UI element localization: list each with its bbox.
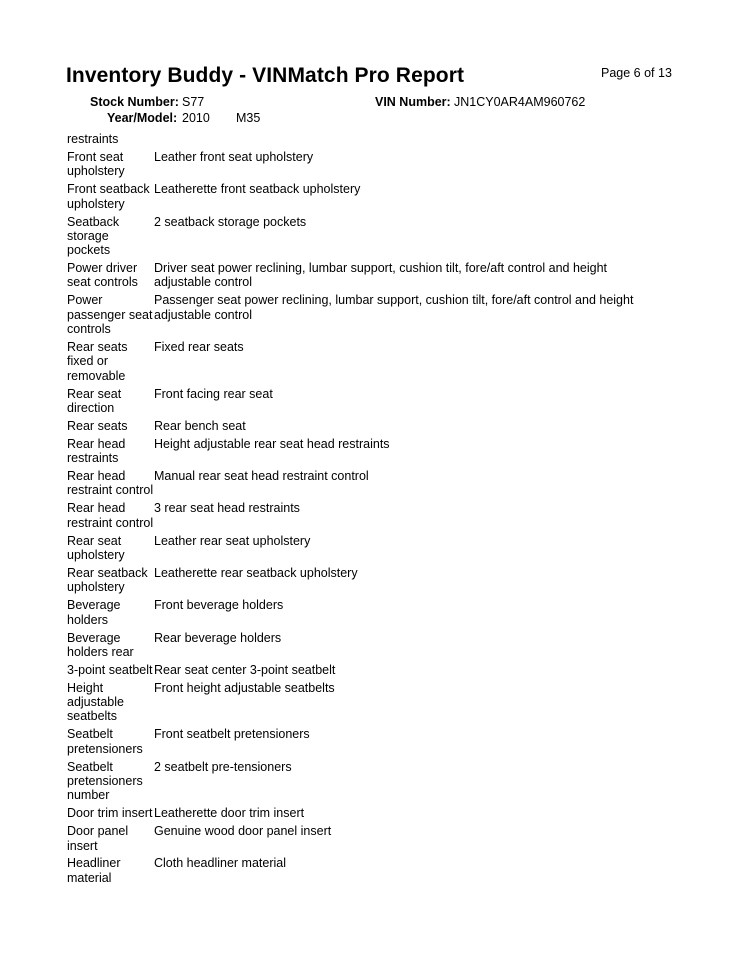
spec-value: Cloth headliner material [154,856,287,871]
spec-row [67,215,667,258]
spec-row [67,598,667,627]
spec-row [67,387,667,416]
spec-row [67,760,667,803]
spec-label: Power passenger seat controls [67,293,153,336]
spec-label: Front seat upholstery [67,149,125,179]
spec-row [67,501,667,530]
model-value: M35 [236,111,261,125]
spec-label: restraints [67,132,119,146]
stock-number-value: S77 [182,95,205,109]
stock-number-label: Stock Number: [90,95,179,109]
spec-label: Seatbelt pretensioners [67,727,143,756]
spec-value: Leatherette door trim insert [154,806,305,821]
spec-value: Manual rear seat head restraint control [154,469,369,484]
spec-row [67,150,667,179]
spec-row [67,534,667,563]
spec-row [67,856,667,885]
spec-label: 3-point seatbelt [67,662,153,677]
spec-value: Rear seat center 3-point seatbelt [154,662,336,677]
spec-value: 2 seatback storage pockets [154,214,307,229]
spec-row [67,340,667,383]
spec-label: Front seatback upholstery [67,182,150,211]
year-model-label: Year/Model: [107,111,178,125]
spec-label: Door panel insert [67,824,129,853]
spec-label: Rear seat upholstery [67,533,125,562]
spec-value: Leather rear seat upholstery [154,533,311,548]
spec-row [67,727,667,756]
spec-value: Front beverage holders [154,598,284,613]
spec-row [67,824,667,853]
report-title: Inventory Buddy - VINMatch Pro Report [66,64,465,87]
vin-number-row [375,95,586,109]
spec-value: 3 rear seat head restraints [154,501,300,516]
spec-value: Fixed rear seats [154,339,244,354]
spec-value: Leatherette rear seatback upholstery [154,565,358,580]
spec-value: Leather front seat upholstery [154,149,314,164]
spec-label: Rear head restraints [67,436,126,466]
spec-row [67,663,667,677]
spec-value: Front facing rear seat [154,386,273,401]
spec-label: Seatback storage pockets [67,214,120,258]
spec-row [67,132,667,146]
vin-number-value: JN1CY0AR4AM960762 [454,95,586,109]
spec-row [67,469,667,498]
spec-row [67,293,667,336]
spec-label: Rear seats [67,418,128,433]
spec-value: Height adjustable rear seat head restraints [154,436,390,451]
spec-row [67,261,667,290]
spec-label: Door trim insert [67,806,153,821]
spec-label: Headliner material [67,856,121,885]
spec-row [67,566,667,595]
spec-value: Rear beverage holders [154,630,282,645]
spec-label: Rear head restraint control [67,501,154,530]
spec-row [67,806,667,820]
spec-label: Rear seat direction [67,386,122,415]
spec-label: Rear seatback upholstery [67,565,148,595]
spec-value: 2 seatbelt pre-tensioners [154,759,292,774]
spec-label: Height adjustable seatbelts [67,680,124,724]
spec-value: Passenger seat power reclining, lumbar support, cushion tilt, fore/aft control and height adjustable control [154,293,634,322]
spec-label: Beverage holders [67,598,121,627]
spec-value: Genuine wood door panel insert [154,824,332,839]
spec-value: Front height adjustable seatbelts [154,680,335,695]
vin-number-label: VIN Number: [375,95,451,109]
spec-row [67,631,667,660]
spec-label: Rear head restraint control [67,469,154,498]
spec-label: Seatbelt pretensioners number [67,759,143,803]
spec-value: Rear bench seat [154,418,246,433]
spec-row [67,419,667,433]
spec-row [67,681,667,724]
spec-label: Power driver seat controls [67,261,138,290]
spec-table [67,132,667,889]
spec-label: Beverage holders rear [67,630,134,659]
year-value: 2010 [182,111,210,125]
spec-value: Leatherette front seatback upholstery [154,182,361,197]
spec-label: Rear seats fixed or removable [67,339,128,383]
spec-value: Driver seat power reclining, lumbar support, cushion tilt, fore/aft control and height adjustable control [154,261,608,290]
stock-number-row [90,95,205,109]
spec-row [67,437,667,466]
spec-value: Front seatbelt pretensioners [154,727,310,742]
spec-row [67,182,667,211]
page-number: Page 6 of 13 [601,66,672,80]
year-model-row [107,111,261,125]
